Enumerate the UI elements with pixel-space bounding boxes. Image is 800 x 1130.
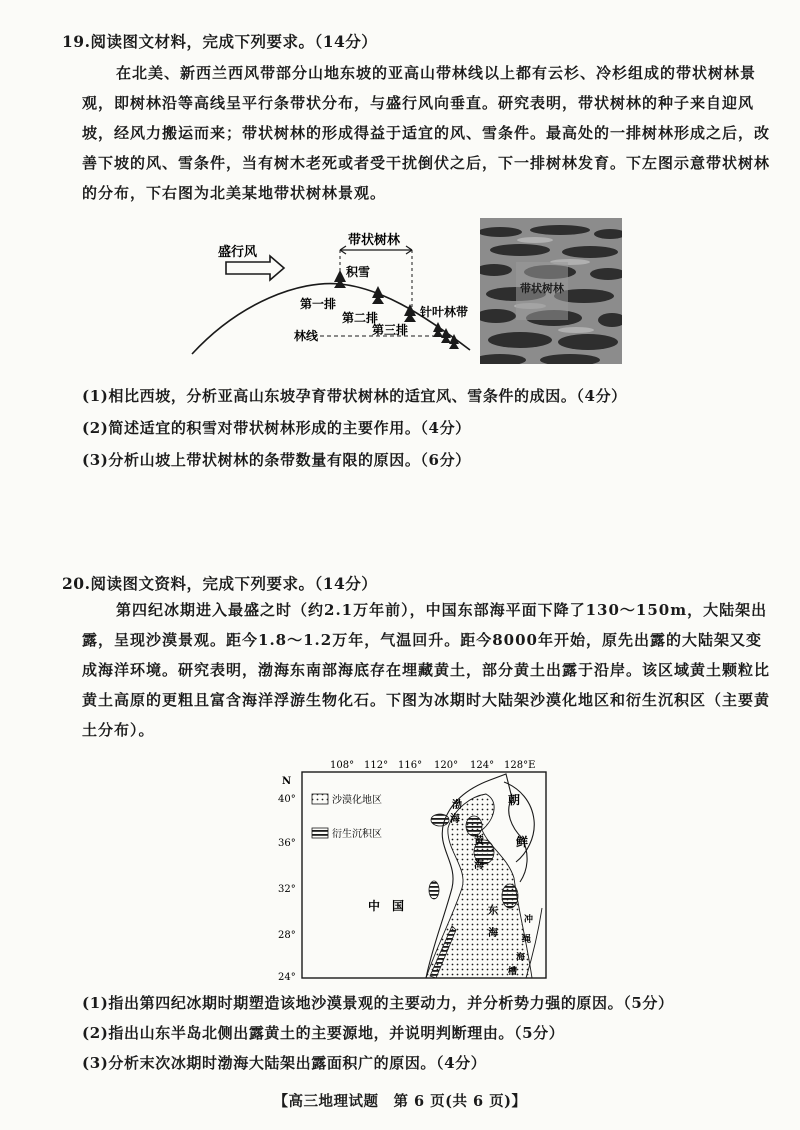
east-sea-label-1: 东: [488, 906, 498, 917]
legend-deposit-label: 衍生沉积区: [332, 829, 382, 840]
yellow-sea-label-2: 海: [474, 860, 484, 871]
q20-question-3: (3)分析末次冰期时渤海大陆架出露面积广的原因。（4分）: [82, 1054, 487, 1072]
lon-tick: 124°: [470, 760, 495, 771]
band-forest-diagram: [180, 222, 480, 362]
lon-tick: 116°: [398, 760, 423, 771]
china-label: 中 国: [368, 899, 405, 913]
q20-title: 20.阅读图文资料，完成下列要求。（14分）: [62, 574, 378, 593]
okinawa-label-2: 绳: [522, 935, 532, 945]
wind-label: 盛行风: [218, 245, 258, 260]
photo-caption: 带状树林: [520, 282, 564, 295]
legend-desert-label: 沙漠化地区: [332, 795, 382, 806]
shelf-desert-map: [276, 758, 560, 984]
legend-deposit-swatch: [312, 828, 328, 838]
lat-tick: 28°: [278, 930, 296, 941]
korea-label-2: 鲜: [516, 835, 529, 849]
korea-label-1: 朝: [508, 793, 521, 807]
treeline-label: 林线: [294, 329, 319, 343]
q19-question-3: (3)分析山坡上带状树林的条带数量有限的原因。（6分）: [82, 451, 471, 469]
okinawa-label-3: 海: [516, 953, 526, 963]
bohai-label-2: 海: [450, 814, 460, 825]
row2-label: 第二排: [342, 311, 379, 325]
q19-question-2: (2)简述适宜的积雪对带状树林形成的主要作用。（4分）: [82, 419, 471, 437]
lon-tick: 108°: [330, 760, 355, 771]
deposit-area: [466, 816, 482, 836]
deposit-area: [429, 881, 439, 899]
snow-label: 积雪: [346, 265, 371, 279]
lon-tick: 112°: [364, 760, 389, 771]
north-label: N: [282, 776, 292, 787]
lat-tick: 24°: [278, 972, 296, 983]
lon-tick: 128°E: [504, 760, 536, 771]
q19-paragraph: 在北美、新西兰西风带部分山地东坡的亚高山带林线以上都有云杉、冷杉组成的带状树林景观，即树林沿等高线呈平行条带状分布，与盛行风向垂直。研究表明，带状树林的种子来自迎风坡，经风力搬运而来；带状树林的形成得益于适宜的风、雪条件。最高处的一排树林形成之后，改善下坡的风、雪条件，当有树木老死或者受干扰倒伏之后，下一排树林发育。下左图示意带状树林的分布，下右图为北美某地带状树林景观。: [82, 64, 771, 202]
q20-question-2: (2)指出山东半岛北侧出露黄土的主要源地，并说明判断理由。（5分）: [82, 1024, 565, 1042]
okinawa-label-1: 冲: [524, 915, 534, 925]
legend-desert-swatch: [312, 794, 328, 804]
deposit-area: [502, 884, 518, 908]
lon-tick: 120°: [434, 760, 459, 771]
lat-tick: 32°: [278, 884, 296, 895]
row1-label: 第一排: [300, 297, 337, 311]
row3-label: 第三排: [372, 323, 409, 337]
q20-paragraph: 第四纪冰期进入最盛之时（约2.1万年前），中国东部海平面下降了130～150m，大陆架出露，呈现沙漠景观。距今1.8～1.2万年，气温回升。距今8000年开始，原先出露的大陆架又变成海洋环境。研究表明，渤海东南部海底存在埋藏黄土，部分黄土出露于沿岸。该区域黄土颗粒比黄土高原的更粗且富含海洋浮游生物化石。下图为冰期时大陆架沙漠化地区和衍生沉积区（主要黄土分布）。: [82, 601, 771, 739]
q20-question-1: (1)指出第四纪冰期时期塑造该地沙漠景观的主要动力，并分析势力强的原因。（5分）: [82, 994, 674, 1012]
yellow-sea-label-1: 黄: [474, 836, 484, 847]
lat-tick: 40°: [278, 794, 296, 805]
deposit-area: [431, 814, 449, 826]
q19-title: 19.阅读图文材料，完成下列要求。（14分）: [62, 32, 378, 51]
tree-icon: [372, 286, 384, 304]
okinawa-label-4: 槽: [508, 967, 518, 977]
conifer-label: 针叶林带: [420, 305, 469, 319]
q19-question-1: (1)相比西坡，分析亚高山东坡孕育带状树林的适宜风、雪条件的成因。（4分）: [82, 387, 627, 405]
band-forest-photo: [480, 218, 622, 364]
lat-tick: 36°: [278, 838, 296, 849]
bohai-label-1: 渤: [452, 800, 462, 811]
band-label: 带状树林: [348, 233, 401, 248]
east-sea-label-2: 海: [488, 928, 498, 939]
page-footer: 【高三地理试题 第 6 页(共 6 页)】: [273, 1093, 527, 1110]
